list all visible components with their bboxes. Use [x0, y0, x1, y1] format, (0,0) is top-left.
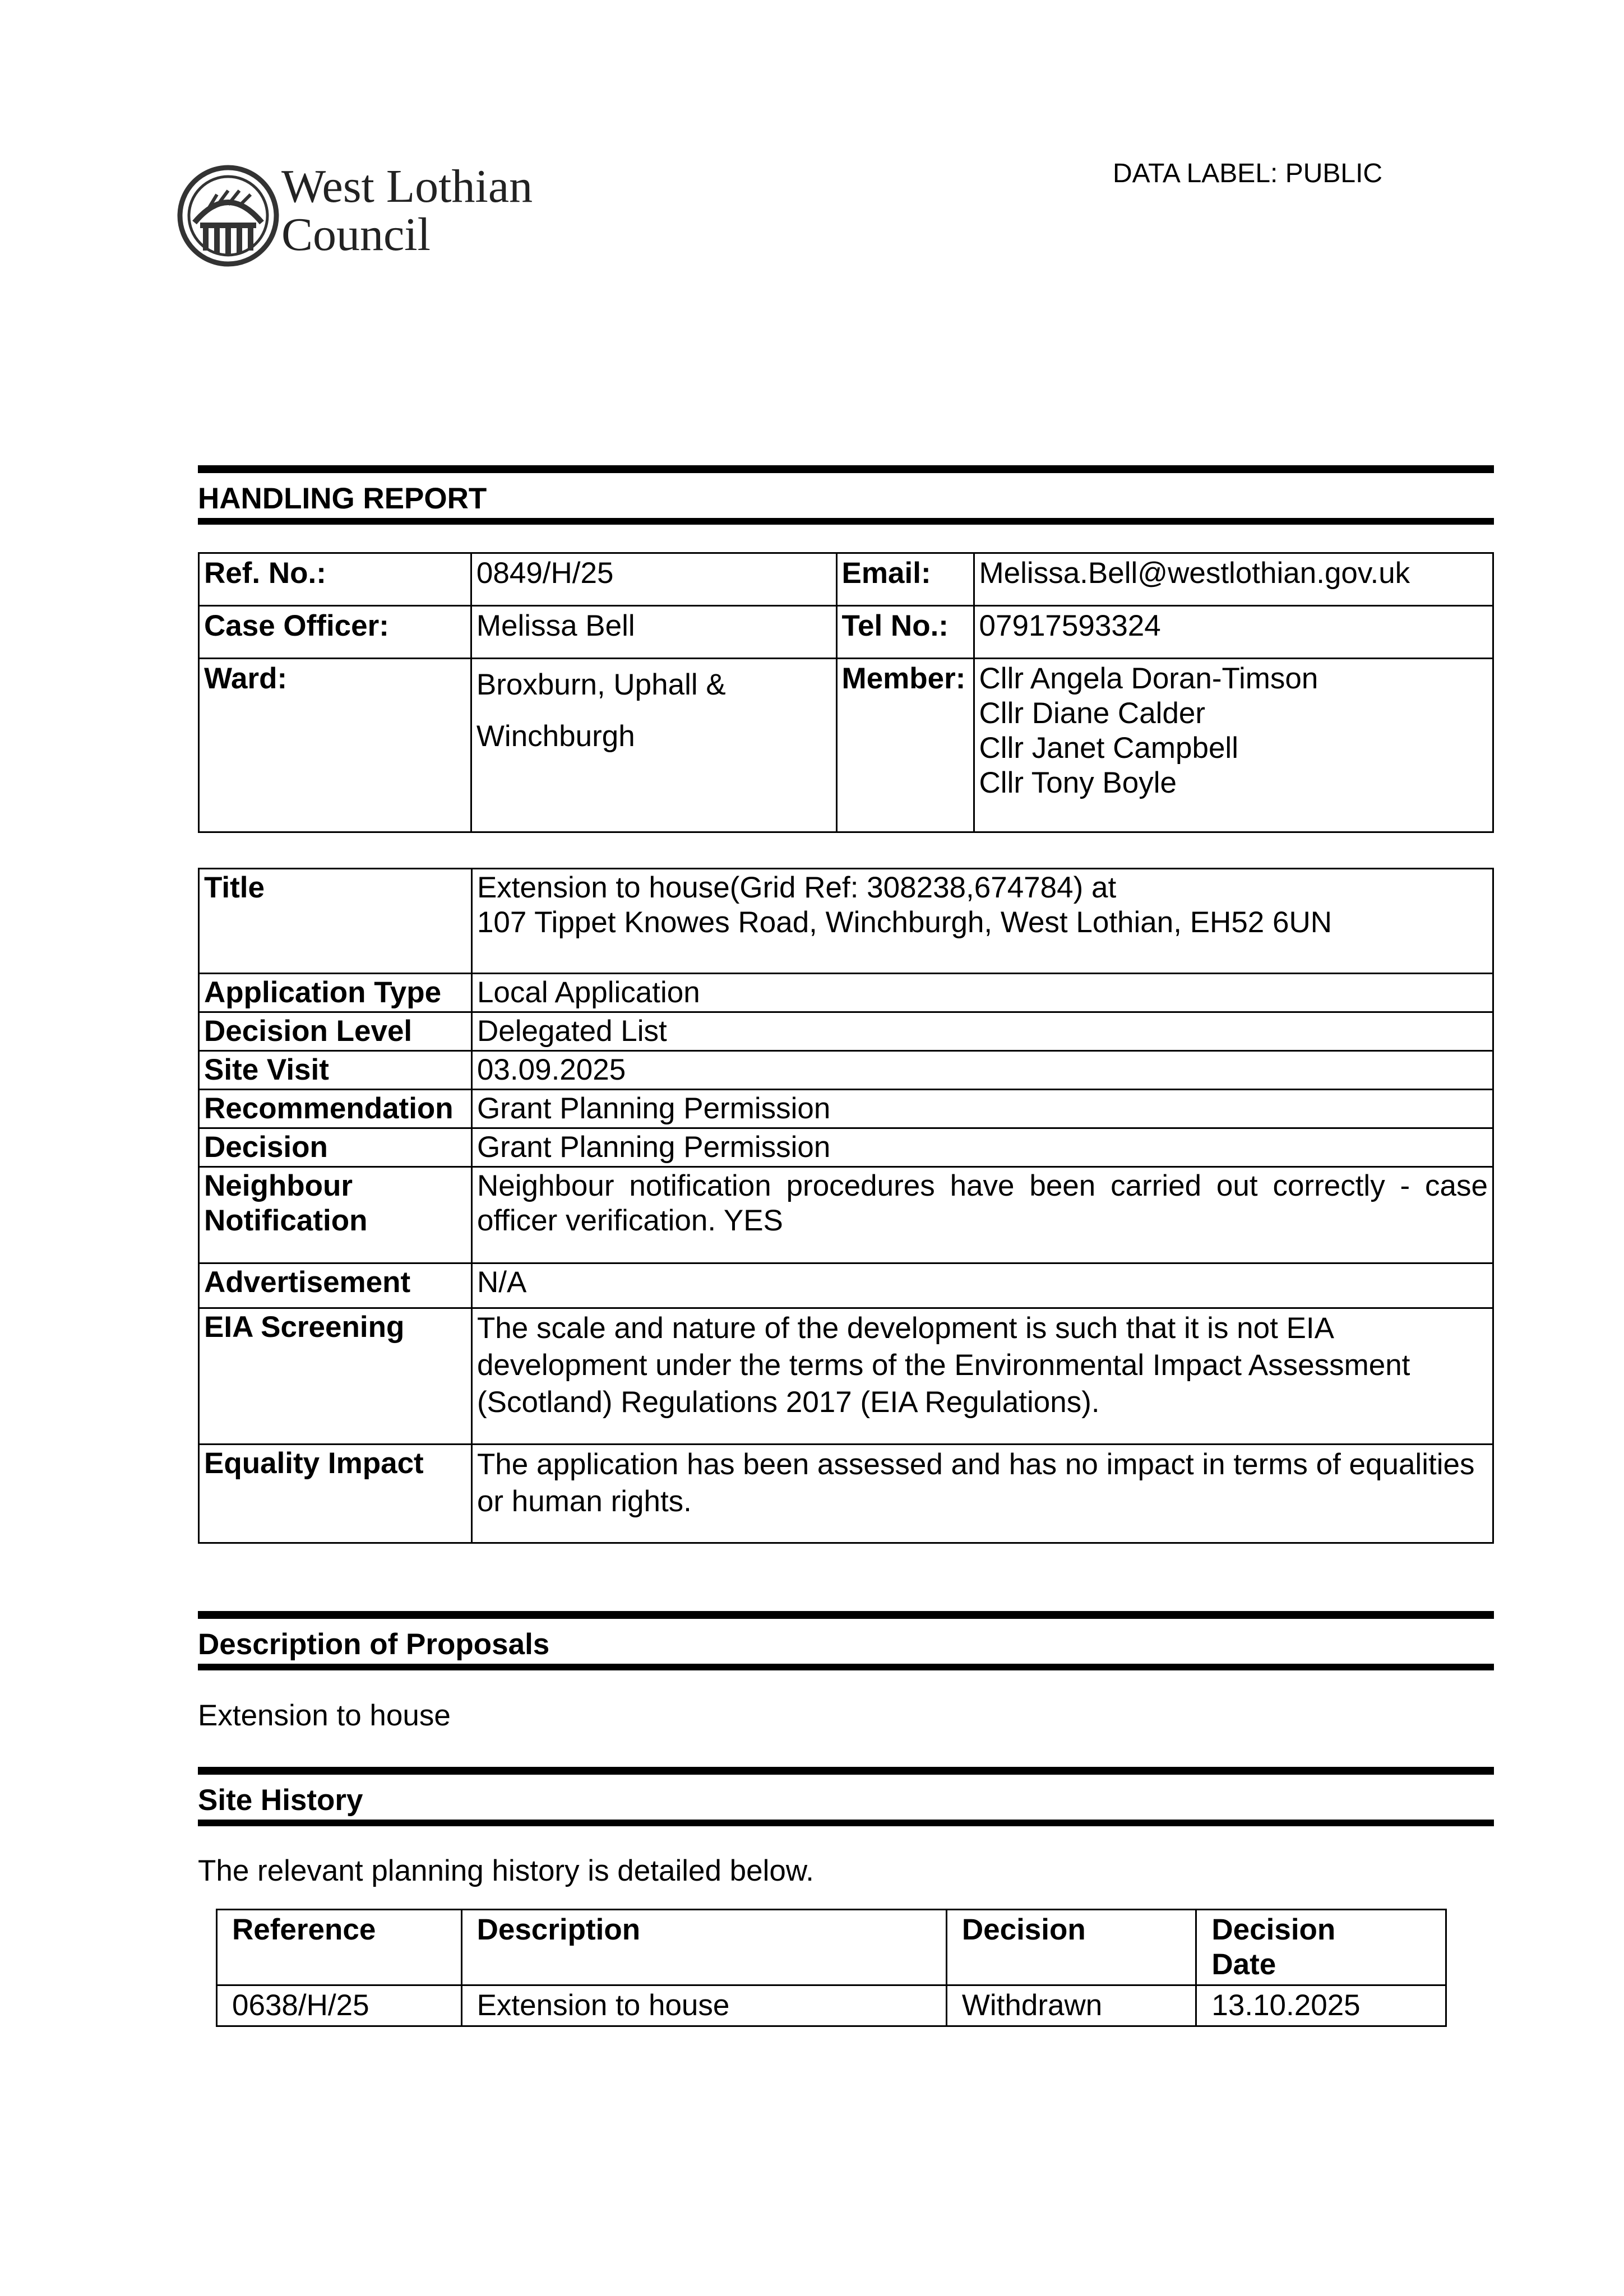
- equality-impact-value: The application has been assessed and has no impact in terms of equalities or human rights.: [471, 1445, 1493, 1543]
- email-value: Melissa.Bell@westlothian.gov.uk: [974, 553, 1493, 606]
- col-header-reference: Reference: [217, 1910, 462, 1985]
- table-row: [199, 1167, 1493, 1263]
- ward-label: Ward:: [199, 659, 471, 832]
- title-label: Title: [199, 869, 472, 974]
- tel-label: Tel No.:: [836, 606, 974, 659]
- data-label: DATA LABEL: PUBLIC: [1113, 159, 1383, 188]
- table-row: [199, 1445, 1493, 1543]
- table-row: [217, 1985, 1446, 2026]
- table-row: [199, 1012, 1493, 1051]
- divider: [198, 518, 1494, 525]
- member-name: Cllr Angela Doran-Timson: [979, 662, 1318, 695]
- application-type-value: Local Application: [471, 974, 1493, 1012]
- table-header-row: [217, 1910, 1446, 1985]
- site-history-table: [216, 1909, 1447, 2027]
- member-name: Cllr Janet Campbell: [979, 732, 1238, 765]
- recommendation-label: Recommendation: [199, 1090, 472, 1128]
- decision-level-value: Delegated List: [471, 1012, 1493, 1051]
- ref-label: Ref. No.:: [199, 553, 471, 606]
- logo-wordmark: [281, 160, 533, 261]
- description-text: Extension to house: [198, 1699, 451, 1732]
- neighbour-notification-label: Neighbour Notification: [199, 1167, 472, 1263]
- site-visit-value: 03.09.2025: [471, 1051, 1493, 1090]
- table-row: [199, 974, 1493, 1012]
- neighbour-notification-value: Neighbour notification procedures have been carried out correctly - case officer verification. YES: [471, 1167, 1493, 1263]
- divider: [198, 1820, 1494, 1826]
- equality-impact-label: Equality Impact: [199, 1445, 472, 1543]
- advertisement-value: N/A: [471, 1263, 1493, 1308]
- divider: [198, 465, 1494, 473]
- application-type-label: Application Type: [199, 974, 472, 1012]
- ward-value: Broxburn, Uphall & Winchburgh: [471, 659, 836, 832]
- table-row: [199, 869, 1493, 974]
- case-officer-label: Case Officer:: [199, 606, 471, 659]
- decision-value: Grant Planning Permission: [471, 1128, 1493, 1167]
- logo-line-1: West Lothian: [281, 160, 533, 212]
- history-reference: 0638/H/25: [217, 1985, 462, 2026]
- site-history-heading: Site History: [198, 1784, 363, 1817]
- report-title: HANDLING REPORT: [198, 482, 487, 515]
- member-name: Cllr Diane Calder: [979, 697, 1206, 730]
- col-header-description: Description: [461, 1910, 946, 1985]
- case-officer-value: Melissa Bell: [471, 606, 836, 659]
- decision-label: Decision: [199, 1128, 472, 1167]
- recommendation-value: Grant Planning Permission: [471, 1090, 1493, 1128]
- history-description: Extension to house: [461, 1985, 946, 2026]
- member-label: Member:: [836, 659, 974, 832]
- application-details-table: [198, 868, 1494, 1544]
- col-header-decision: Decision: [946, 1910, 1196, 1985]
- handling-report-header: [198, 465, 1494, 525]
- eia-screening-value: The scale and nature of the development is such that it is not EIA development under the terms of the Environmental Impact Assessment (Scotland) Regulations 2017 (EIA Regulations).: [471, 1308, 1493, 1445]
- table-row: [199, 606, 1493, 659]
- table-row: [199, 1128, 1493, 1167]
- divider: [198, 1611, 1494, 1619]
- description-section-header: [198, 1611, 1494, 1670]
- bridge-emblem-icon: [180, 168, 276, 264]
- col-header-decision-date: Decision Date: [1196, 1910, 1446, 1985]
- table-row: [199, 659, 1493, 832]
- decision-level-label: Decision Level: [199, 1012, 472, 1051]
- history-decision: Withdrawn: [946, 1985, 1196, 2026]
- contact-table: [198, 552, 1494, 833]
- advertisement-label: Advertisement: [199, 1263, 472, 1308]
- divider: [198, 1664, 1494, 1670]
- tel-value: 07917593324: [974, 606, 1493, 659]
- table-row: [199, 1051, 1493, 1090]
- site-history-intro: The relevant planning history is detailed below.: [198, 1854, 814, 1887]
- ref-value: 0849/H/25: [471, 553, 836, 606]
- divider: [198, 1767, 1494, 1775]
- eia-screening-label: EIA Screening: [199, 1308, 472, 1445]
- description-heading: Description of Proposals: [198, 1628, 550, 1661]
- table-row: [199, 553, 1493, 606]
- member-list: [974, 659, 1493, 832]
- table-row: [199, 1263, 1493, 1308]
- history-decision-date: 13.10.2025: [1196, 1985, 1446, 2026]
- logo-line-2: Council: [281, 209, 431, 261]
- title-value: Extension to house(Grid Ref: 308238,674784) at 107 Tippet Knowes Road, Winchburgh, West Lothian, EH52 6UN: [471, 869, 1493, 974]
- site-history-section-header: [198, 1767, 1494, 1826]
- site-visit-label: Site Visit: [199, 1051, 472, 1090]
- member-name: Cllr Tony Boyle: [979, 766, 1177, 799]
- email-label: Email:: [836, 553, 974, 606]
- table-row: [199, 1090, 1493, 1128]
- table-row: [199, 1308, 1493, 1445]
